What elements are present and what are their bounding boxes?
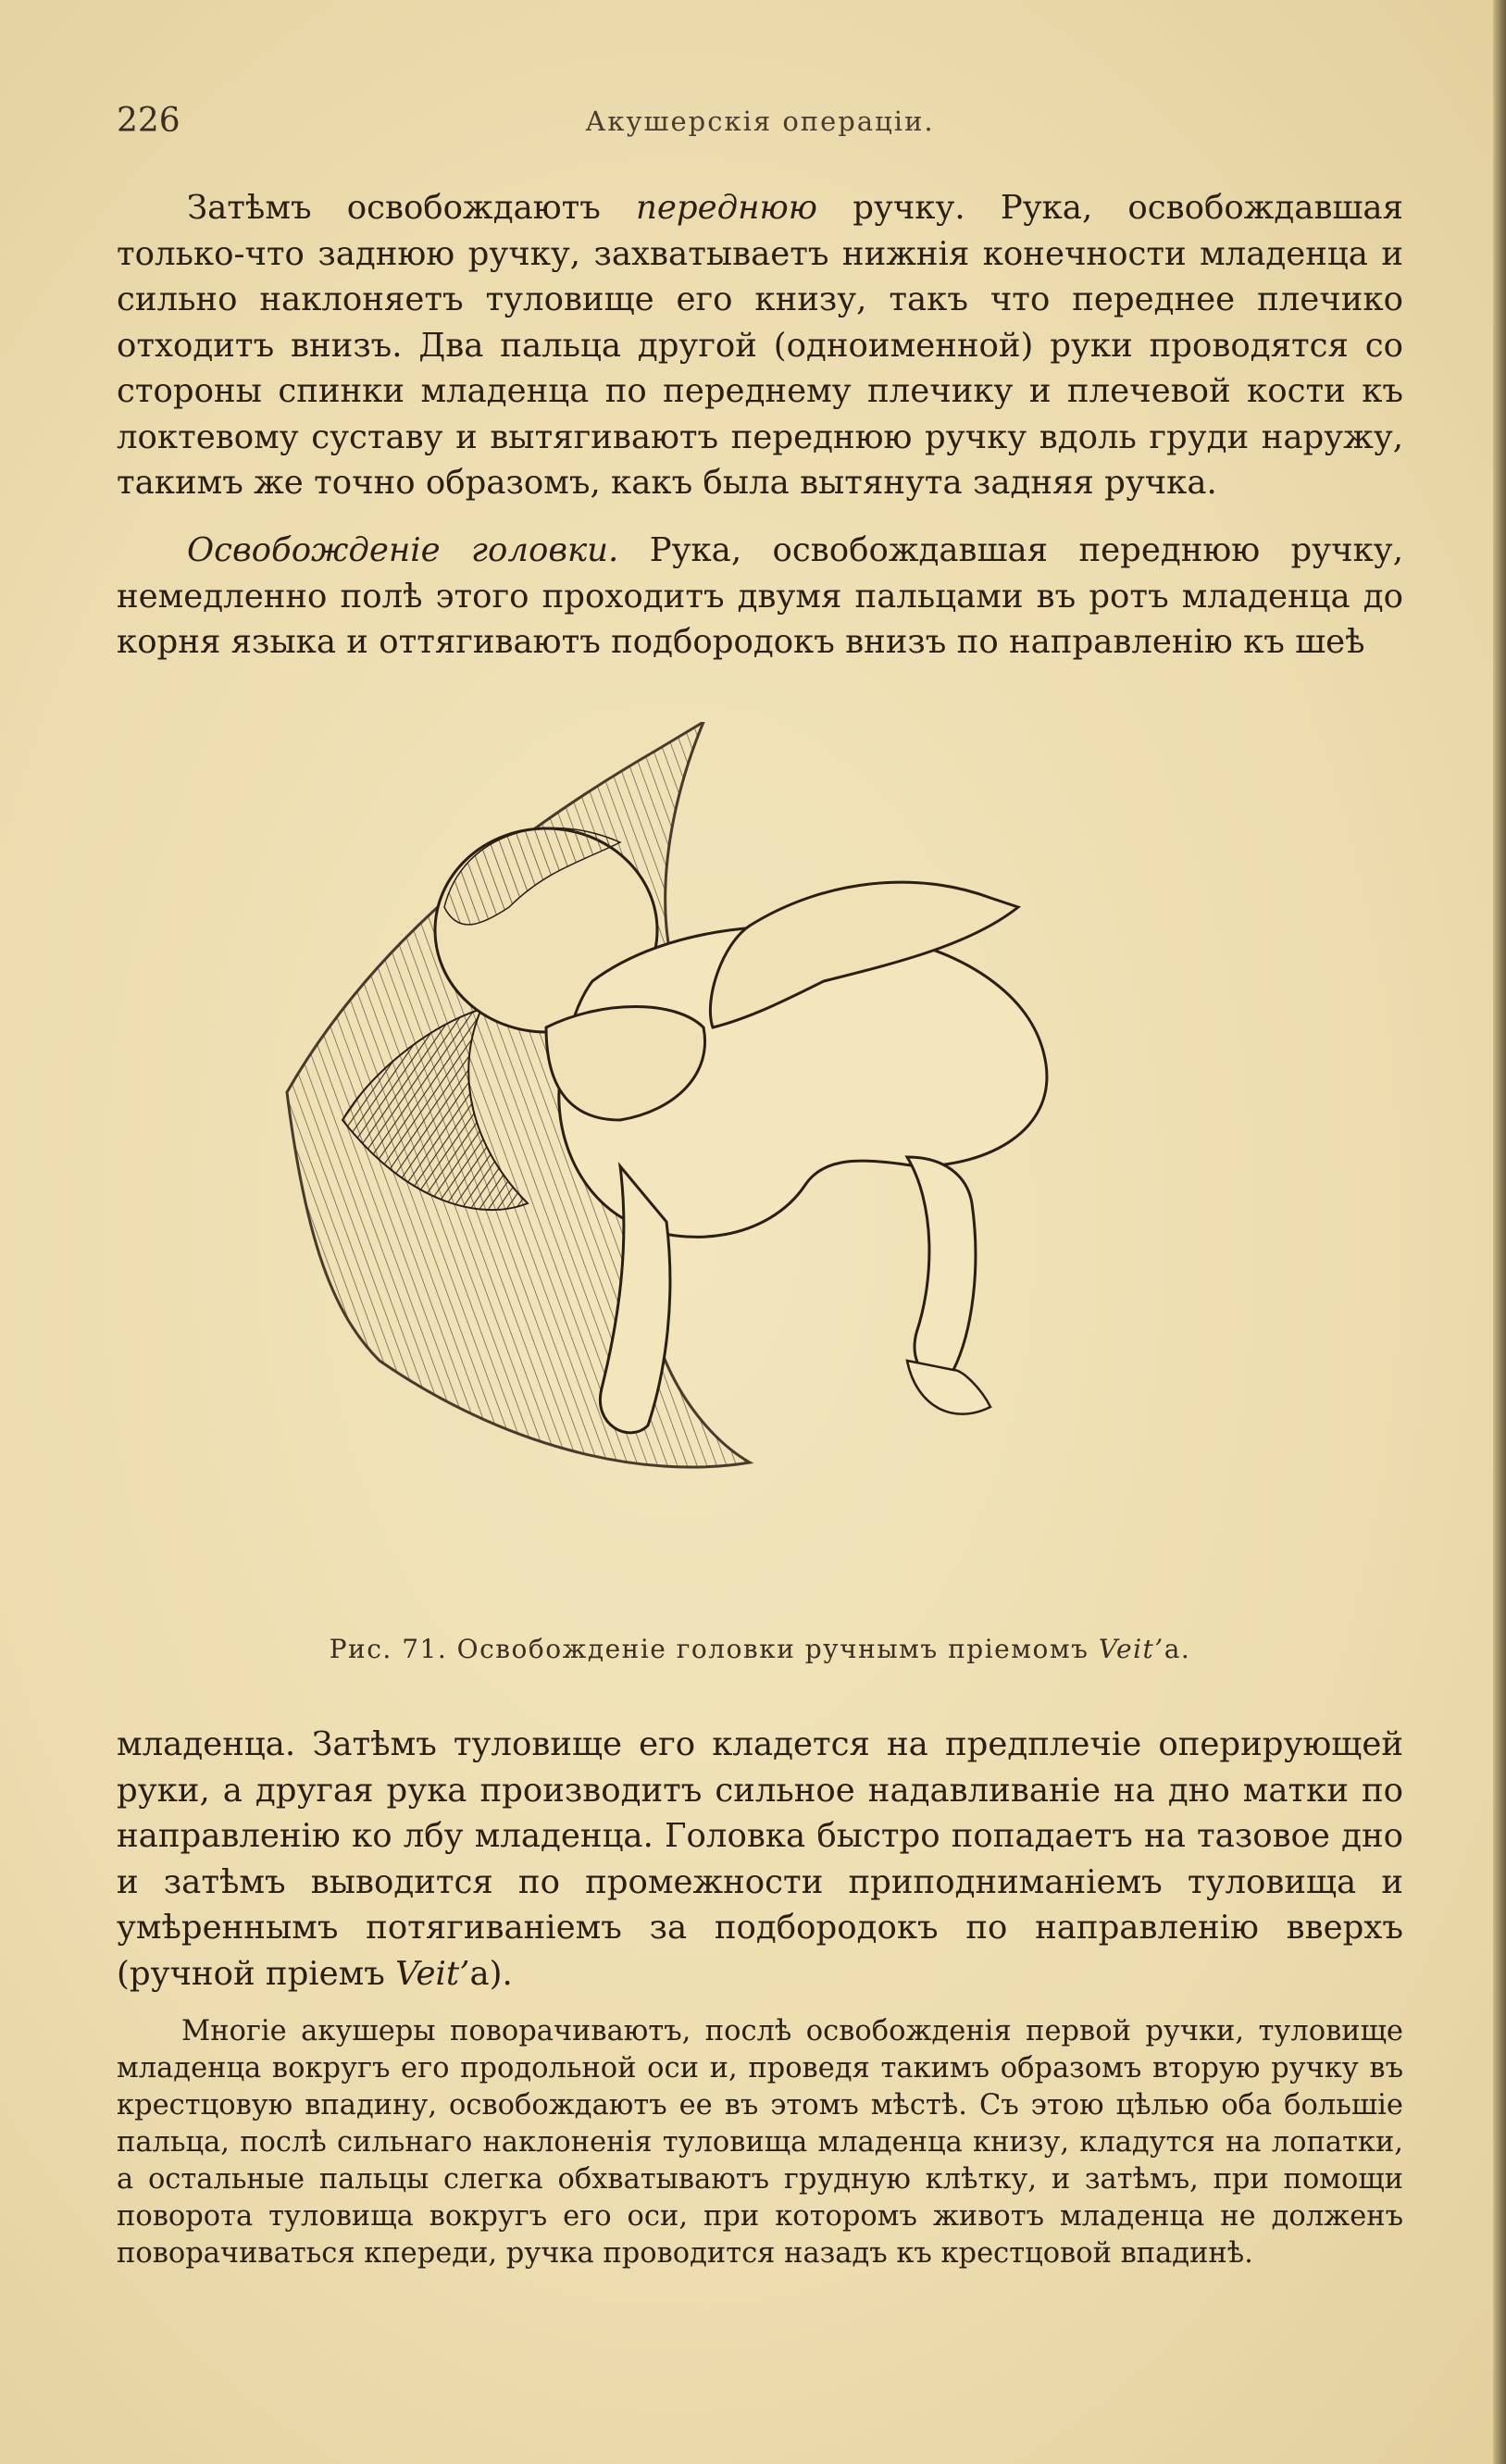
- p2-heading: Освобожденіе головки.: [187, 531, 619, 569]
- page-number: 226: [117, 102, 180, 140]
- p3-emphasis: Veit’: [395, 1954, 470, 1993]
- p1-text-rest: ручку. Рука, освобождавшая только-что заднюю ручку, захватываетъ нижнія конечности младенца и сильно наклоняетъ туловище его книзу, такъ что переднее плечико отходитъ внизъ. Два пальца другой (одноименной) руки проводятся со стороны спинки младенца по переднему плечику и плечевой кости къ локтевому суставу и вытягиваютъ переднюю ручку вдоль груди наружу, такимъ же точно образомъ, какъ была вытянута задняя ручка.: [117, 189, 1403, 502]
- p1-emphasis: переднюю: [636, 189, 818, 227]
- p4-text: Многіе акушеры поворачиваютъ, послѣ освобожденія первой ручки, туловище младенца вокругъ его продольной оси и, проведя такимъ образомъ вторую ручку въ крестцовую впадину, освобождаютъ ее въ этомъ мѣстѣ. Съ этою цѣлью оба большіе пальца, послѣ сильнаго наклоненія туловища младенца книзу, кладутся на лопатки, а остальные пальцы слегка обхватываютъ грудную клѣтку, и затѣмъ, при помощи поворота туловища вокругъ его оси, при которомъ животъ младенца не долженъ поворачиваться кпереди, ручка проводится назадъ къ крестцовой впадинѣ.: [117, 2015, 1403, 2270]
- p3-text-end: а).: [469, 1954, 513, 1993]
- page-edge-shadow: [1493, 0, 1506, 2464]
- p2-text: Рука, освобождавшая переднюю ручку, немедленно полѣ этого проходитъ двумя пальцами въ ротъ младенца до корня языка и оттягиваютъ подбородокъ внизъ по направленію къ шеѣ: [117, 531, 1403, 661]
- running-title: Акушерскія операціи.: [585, 106, 935, 137]
- p3-text-start: младенца. Затѣмъ туловище его кладется на предплечіе оперирующей руки, а другая рука производитъ сильное надавливаніе на дно матки по направленію ко лбу младенца. Головка быстро попадаетъ на тазовое дно и затѣмъ выводится по промежности приподниманіемъ туловища и умѣреннымъ потягиваніемъ за подбородокъ по направленію вверхъ (ручной пріемъ: [117, 1725, 1403, 1993]
- caption-emphasis: Veit’: [1098, 1634, 1164, 1664]
- infant-leg-shape: [907, 1157, 976, 1377]
- paragraph-4-small-print: [117, 2013, 1403, 2272]
- infant-foot-shape: [907, 1361, 990, 1414]
- page-header: [117, 102, 1403, 139]
- paragraph-1: [117, 185, 1403, 506]
- paragraph-2: [117, 528, 1403, 666]
- figure-caption: [117, 1634, 1403, 1664]
- paragraph-3: [117, 1722, 1403, 1997]
- caption-tail: а.: [1164, 1634, 1191, 1664]
- p1-text-start: Затѣмъ освобождаютъ: [187, 189, 637, 227]
- caption-text: Рис. 71. Освобожденіе головки ручнымъ пріемомъ: [329, 1634, 1099, 1664]
- figure-71-illustration: [268, 722, 1268, 1629]
